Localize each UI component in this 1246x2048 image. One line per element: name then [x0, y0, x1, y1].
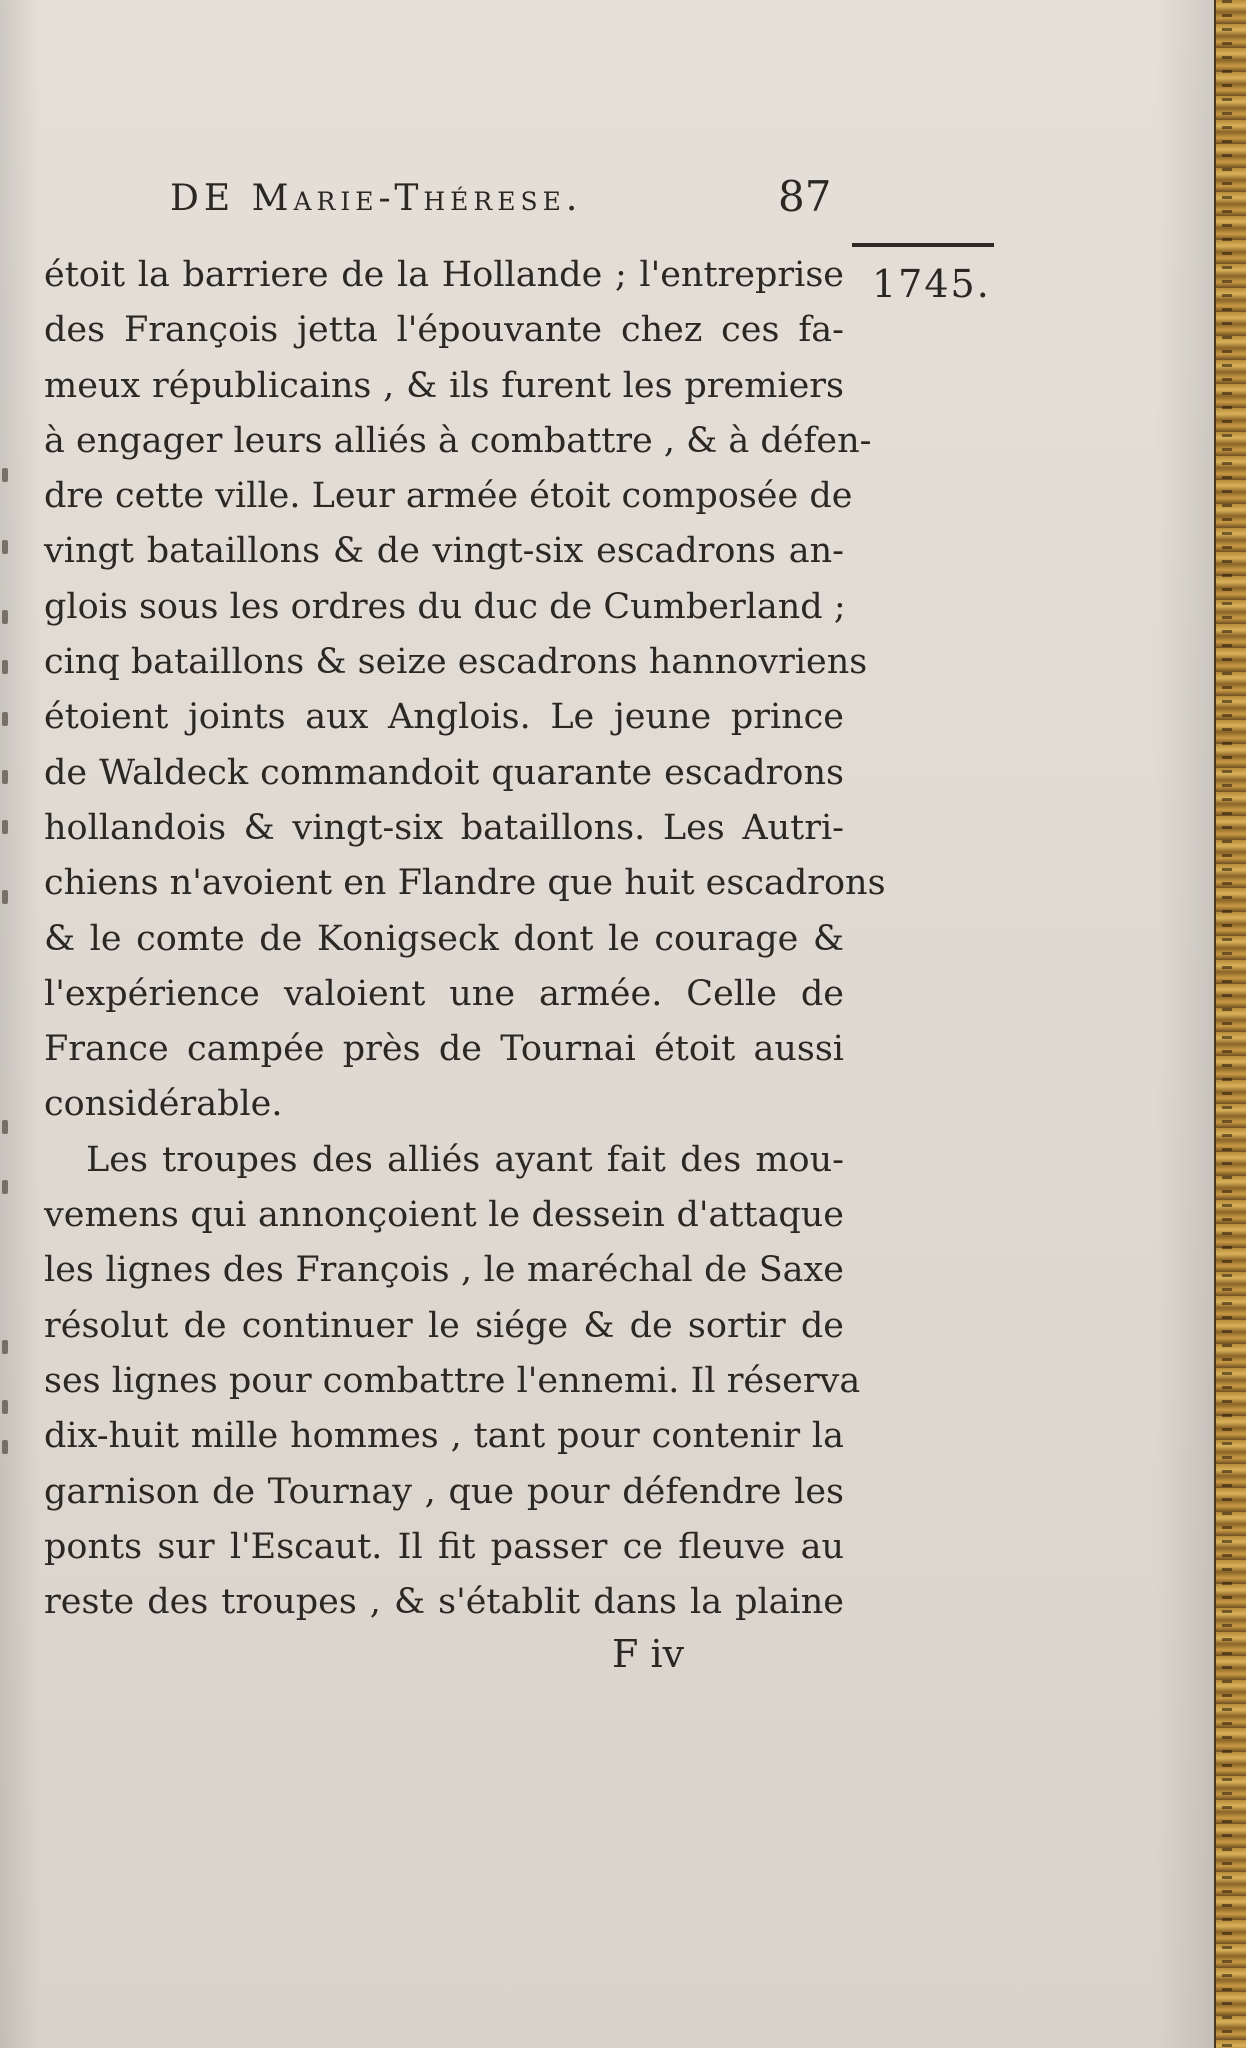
text-line: & le comte de Konigseck dont le courage & — [44, 918, 844, 959]
text-line: étoient joints aux Anglois. Le jeune prince — [44, 697, 844, 738]
text-line: de Waldeck commandoit quarante escadrons — [44, 752, 844, 793]
text-line: meux républicains , & ils furent les premiers — [44, 365, 844, 406]
bleed-mark — [2, 1120, 8, 1134]
margin-rule — [852, 243, 994, 247]
text-line: France campée près de Tournai étoit aussi — [44, 1029, 844, 1070]
signature-mark: F iv — [612, 1632, 685, 1676]
text-line: des François jetta l'épouvante chez ces fa- — [44, 310, 844, 351]
bleed-mark — [2, 660, 8, 674]
bleed-mark — [2, 1400, 8, 1414]
text-line: cinq bataillons & seize escadrons hannovriens — [44, 642, 868, 683]
text-line: garnison de Tournay , que pour défendre les — [44, 1471, 844, 1512]
margin-year-note: 1745. — [872, 262, 991, 306]
text-line: les lignes des François , le maréchal de Saxe — [44, 1250, 844, 1291]
text-line: dre cette ville. Leur armée étoit composée de — [44, 476, 853, 517]
text-line: glois sous les ordres du duc de Cumberland ; — [44, 586, 846, 627]
bleed-mark — [2, 468, 8, 482]
text-line: dix-huit mille hommes , tant pour contenir la — [44, 1416, 844, 1457]
gutter-bleed-marks — [0, 0, 16, 2048]
text-line: étoit la barriere de la Hollande ; l'entreprise — [44, 255, 844, 295]
body-text — [44, 248, 886, 1630]
gilt-book-edge — [1214, 0, 1246, 2048]
text-line: chiens n'avoient en Flandre que huit escadrons — [44, 863, 886, 904]
text-line: hollandois & vingt-six bataillons. Les Autri- — [44, 807, 844, 848]
text-line: à engager leurs alliés à combattre , & à défen- — [44, 420, 872, 461]
running-head-title: Marie-Thérese. — [251, 178, 583, 219]
page-number: 87 — [778, 172, 832, 221]
bleed-mark — [2, 712, 8, 726]
running-head-prefix: DE — [170, 178, 252, 219]
text-line: reste des troupes , & s'établit dans la plaine — [44, 1582, 844, 1623]
text-line: résolut de continuer le siége & de sortir de — [44, 1305, 844, 1346]
bleed-mark — [2, 1180, 8, 1194]
bleed-mark — [2, 540, 8, 554]
bleed-mark — [2, 1340, 8, 1354]
bleed-mark — [2, 890, 8, 904]
text-line: vemens qui annonçoient le dessein d'attaque — [44, 1195, 844, 1236]
bleed-mark — [2, 820, 8, 834]
bleed-mark — [2, 1440, 8, 1454]
text-line: l'expérience valoient une armée. Celle de — [44, 973, 844, 1014]
text-line: ses lignes pour combattre l'ennemi. Il réserva — [44, 1360, 861, 1401]
text-line: considérable. — [44, 1084, 283, 1125]
bleed-mark — [2, 610, 8, 624]
running-head — [170, 178, 582, 219]
text-line: vingt bataillons & de vingt-six escadrons an- — [44, 531, 844, 572]
text-line: ponts sur l'Escaut. Il fit passer ce fleuve au — [44, 1526, 844, 1567]
bleed-mark — [2, 770, 8, 784]
text-line: Les troupes des alliés ayant fait des mou- — [86, 1139, 844, 1180]
